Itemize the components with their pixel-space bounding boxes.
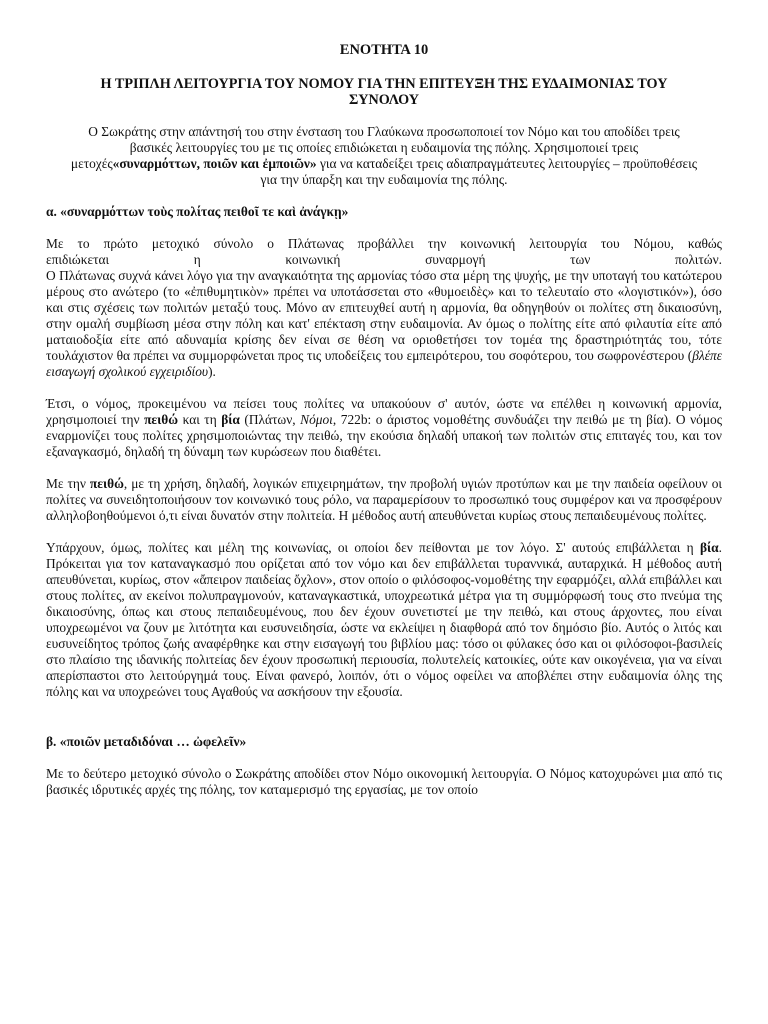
paragraph-text: Με την <box>46 476 90 491</box>
italic-reference: βλέπε εισαγωγή σχολικού εγχειριδίου <box>46 348 722 379</box>
intro-participles: «συναρμόττων, ποιῶν και ἐμποιῶν» <box>112 156 317 171</box>
spacer <box>46 716 722 734</box>
paragraph-text: Ο Πλάτωνας συχνά κάνει λόγο για την αναγκαιότητα της αρμονίας τόσο στα μέρη της ψυχής, με την υποταγή του κατώτερου μέρους στο ανώτερο (το «ἐπιθυμητικὸν» πρέπει να υποτάσσεται στο «θυμοειδὲς» και το τελευταίο στο «λογιστικόν»), όσο και στις σχέσεις των πολιτών μεταξύ τους. Μόνο αν επιτευχθεί αυτή η αρμονία, θα οδηγηθούν οι πολίτες στη δικαιοσύνη, στην ομαλή συμβίωση μέσα στην πόλη και κατ' επέκταση στην ευδαιμονία. Αν όμως ο πολίτης είτε από φιλαυτία είτε από ματαιοδοξία είτε από αδυναμία κρίσης δεν είναι σε θέση να οριοθετήσει τον τομέα της δραστηριότητάς του, τότε τουλάχιστον θα πρέπει να συμμορφώνεται προς τις υποδείξεις του εμπειρότερου, του σοφότερου, του σωφρονέστερου ( <box>46 268 722 363</box>
italic-work-title: Νόμοι <box>300 412 333 427</box>
section-a-heading: α. «συναρμόττων τοὺς πολίτας πειθοῖ τε καὶ ἀνάγκῃ» <box>46 204 349 219</box>
bold-term-persuasion: πειθώ <box>89 476 124 491</box>
paragraph-text: , 722b: ο άριστος νομοθέτης συνδυάζει την πειθώ με τη βία). Ο νόμος εναρμονίζει τους πολίτες χρησιμοποιώντας την πειθώ, την εκούσια δηλαδή υπακοή των πολιτών στις επιταγές του, και τον εξαναγκασμό, δηλαδή τη δύναμη των κυρώσεων που διαθέτει. <box>46 412 723 459</box>
unit-title: ΕΝΟΤΗΤΑ 10 <box>339 42 429 58</box>
paragraph-line: Με το πρώτο μετοχικό σύνολο ο Πλάτωνας προβάλλει την κοινωνική λειτουργία του Νόμου, καθώς <box>46 236 722 251</box>
paragraph-text: και τη <box>178 412 222 427</box>
bold-term-force: βία <box>221 412 240 427</box>
section-b-paragraph-1: Με το δεύτερο μετοχικό σύνολο ο Σωκράτης αποδίδει στον Νόμο οικονομική λειτουργία. Ο Νόμος κατοχυρώνει μια από τις βασικές ιδρυτικές αρχές της πόλης, τον καταμερισμό της εργασίας, με τον οποίο <box>46 766 722 797</box>
paragraph-text: , με τη χρήση, δηλαδή, λογικών επιχειρημάτων, την προβολή υγιών προτύπων και με την παιδεία οφείλουν οι πολίτες να συνειδητοποιήσουν τον κοινωνικό τους ρόλο, να παραμερίσουν το προσωπικό τους συμφέρον και να προσφέρουν αλληλοβοηθούμενοι ό,τι είναι δυνατόν στην πολιτεία. Η μέθοδος αυτή απευθύνεται κυρίως στους πεπαιδευμένους πολίτες. <box>46 476 723 523</box>
section-a-paragraph-1 <box>46 236 722 380</box>
paragraph-text: Έτσι, ο νόμος, προκειμένου να πείσει τους πολίτες να υπακούουν σ' αυτόν, ώστε να επέλθει η κοινωνική αρμονία, χρησιμοποιεί την <box>46 396 722 427</box>
bold-term-persuasion: πειθώ <box>144 412 179 427</box>
section-a-paragraph-4 <box>46 540 722 700</box>
intro-text-end: για να καταδείξει τρεις αδιαπραγμάτευτες λειτουργίες – προϋποθέσεις για την ύπαρξη και την ευδαιμονία της πόλης. <box>260 156 698 187</box>
bold-term-force: βία <box>699 540 719 555</box>
paragraph-text: Υπάρχουν, όμως, πολίτες και μέλη της κοινωνίας, οι οποίοι δεν πείθονται με τον λόγο. Σ' αυτούς επιβάλλεται η <box>46 540 700 555</box>
intro-paragraph <box>46 124 722 188</box>
section-a-paragraph-2 <box>46 396 722 460</box>
section-a-paragraph-3 <box>46 476 722 524</box>
paragraph-text: . Πρόκειται για τον καταναγκασμό που ορίζεται από τον νόμο και δεν επιβάλλεται τυραννικά, αυταρχικά. Η μέθοδος αυτή απευθύνεται, κυρίως, στον «ἄπειρον παιδείας ὄχλον», στον οποίο ο φιλόσοφος-νομοθέτης την εφαρμόζει, αλλά επιβάλλει και στους πολίτες, αν εκείνοι πολυπραγμονούν, καταναγκαστικά, υποχρεωτικά μέτρα για τη συμμόρφωσή τους στο πνεύμα της δικαιοσύνης, όπως και στους πεπαιδευμένους, που δεν έχουν συνετιστεί με την πειθώ, και στους άρχοντες, που είναι υποχρεωμένοι να ζουν με λιτότητα και ευσυνειδησία, ώστε να εκλείψει η διαφθορά από τον δημόσιο βίο. Αυτός ο λιτός και ευσυνείδητος τρόπος ζωής αναφέρθηκε και στην εισαγωγή του βιβλίου μας: τόσο οι φύλακες όσο και οι φιλόσοφοι-βασιλείς στο πλαίσιο της ιδανικής πολιτείας δεν έχουν προσωπική περιουσία, πολυτελείς κατοικίες, ούτε καν οικογένεια, για να είναι απερίσπαστοι στο λειτούργημά τους. Είναι φανερό, λοιπόν, ότι ο νόμος οφείλει να αποβλέπει στην ευδαιμονία όλης της πόλης και να υποχρεώνει τους Αγαθούς να ασκήσουν την εξουσία. <box>46 540 722 699</box>
paragraph-line: επιδιώκεται η κοινωνική συναρμογή των πολιτών. <box>46 252 722 267</box>
paragraph-text: (Πλάτων, <box>239 412 301 427</box>
intro-text: Ο Σωκράτης στην απάντησή του στην ένσταση του Γλαύκωνα προσωποποιεί τον Νόμο και του αποδίδει τρεις βασικές λειτουργίες του με τις οποίες επιδιώκεται η ευδαιμονία της πόλης. Χρησιμοποιεί τρεις μετοχές <box>70 124 680 171</box>
main-title: Η ΤΡΙΠΛΗ ΛΕΙΤΟΥΡΓΙΑ ΤΟΥ ΝΟΜΟΥ ΓΙΑ ΤΗΝ ΕΠΙΤΕΥΞΗ ΤΗΣ ΕΥΔΑΙΜΟΝΙΑΣ ΤΟΥ ΣΥΝΟΛΟΥ <box>100 76 668 108</box>
section-b-heading: β. «ποιῶν μεταδιδόναι … ὠφελεῖν» <box>46 734 247 749</box>
paragraph-text-end: ). <box>208 364 216 379</box>
